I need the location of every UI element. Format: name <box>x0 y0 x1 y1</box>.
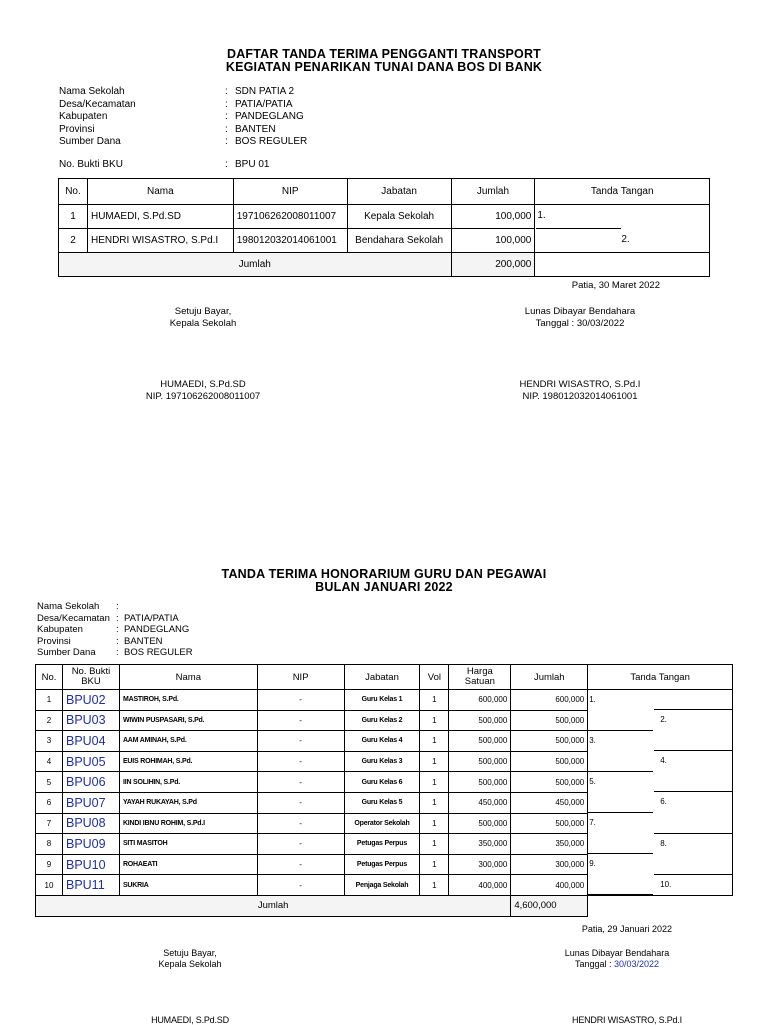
cell-nama: KINDI IBNU ROHIM, S.Pd.I <box>119 813 257 834</box>
table-row <box>36 792 733 813</box>
cell-nama: ROHAEATI <box>119 854 257 875</box>
cell-nama: AAM AMINAH, S.Pd. <box>119 731 257 752</box>
cell-jumlah: 500,000 <box>511 731 588 752</box>
cell-jumlah: 600,000 <box>511 690 588 711</box>
total-value: 200,000 <box>451 253 535 277</box>
cell-bukti-bku: BPU06 <box>62 772 119 793</box>
cell-nip: 198012032014061001 <box>233 229 347 253</box>
col-header-harga-satuan <box>449 665 511 690</box>
cell-no: 9 <box>36 854 63 875</box>
paid-label: Lunas Dibayar Bendahara <box>564 948 670 958</box>
signature-cell <box>588 772 733 793</box>
cell-harga: 500,000 <box>449 731 511 752</box>
cell-nip: - <box>257 731 344 752</box>
cell-no: 10 <box>36 875 63 896</box>
info-value: BOS REGULER <box>235 136 308 147</box>
signature-number: 7. <box>589 818 596 828</box>
doc2-info-block <box>37 601 193 659</box>
cell-no: 1 <box>36 690 63 711</box>
info-sep: : <box>116 647 119 658</box>
cell-no: 7 <box>36 813 63 834</box>
info-value: PANDEGLANG <box>235 111 304 122</box>
cell-jabatan: Guru Kelas 2 <box>344 710 420 731</box>
approve-label: Setuju Bayar, <box>174 306 232 317</box>
signature-number: 5. <box>589 776 596 786</box>
cell-harga: 500,000 <box>449 772 511 793</box>
total-label: Jumlah <box>36 895 511 916</box>
table-row <box>36 772 733 793</box>
cell-nip: 197106262008011007 <box>233 205 347 229</box>
info-label: Desa/Kecamatan <box>37 612 110 624</box>
paid-date-value: 30/03/2022 <box>613 959 660 969</box>
cell-no: 5 <box>36 772 63 793</box>
cell-bukti-bku: BPU07 <box>62 792 119 813</box>
cell-no: 3 <box>36 731 63 752</box>
doc1-title <box>0 48 768 74</box>
cell-jabatan: Petugas Perpus <box>344 834 420 855</box>
cell-nip: - <box>257 792 344 813</box>
total-row <box>36 895 733 916</box>
cell-bukti-bku: BPU09 <box>62 834 119 855</box>
cell-nama: MASTIROH, S.Pd. <box>119 690 257 711</box>
signature-number: 1. <box>537 210 546 221</box>
info-sep: : <box>116 635 119 647</box>
cell-harga: 450,000 <box>449 792 511 813</box>
col-header-nip: NIP <box>233 179 347 205</box>
approve-role: Kepala Sekolah <box>169 318 237 329</box>
info-sep: : <box>225 123 228 135</box>
signature-line <box>588 894 653 895</box>
cell-no: 2 <box>59 229 88 253</box>
col-header-jumlah: Jumlah <box>511 665 588 690</box>
col-header-tanda-tangan: Tanda Tangan <box>535 179 710 205</box>
info-value: SDN PATIA 2 <box>235 86 295 97</box>
cell-no: 1 <box>59 205 88 229</box>
table-row <box>36 875 733 896</box>
cell-no: 8 <box>36 834 63 855</box>
cell-vol: 1 <box>420 854 449 875</box>
doc1-treasurer-signatory <box>480 379 680 403</box>
cell-nama: SUKRIA <box>119 875 257 896</box>
cell-jumlah: 500,000 <box>511 710 588 731</box>
cell-bukti-bku: BPU10 <box>62 854 119 875</box>
cell-nip: - <box>257 834 344 855</box>
cell-harga: 400,000 <box>449 875 511 896</box>
cell-jumlah: 500,000 <box>511 813 588 834</box>
cell-vol: 1 <box>420 751 449 772</box>
cell-nip: - <box>257 710 344 731</box>
header-line: Harga <box>466 666 493 677</box>
cell-jabatan: Operator Sekolah <box>344 813 420 834</box>
paid-date-line <box>517 959 717 970</box>
cell-vol: 1 <box>420 690 449 711</box>
cell-jumlah: 500,000 <box>511 772 588 793</box>
signature-cell <box>588 854 733 875</box>
header-line: BKU <box>81 676 101 687</box>
info-sep: : <box>116 612 119 624</box>
signature-number: 10. <box>660 879 672 889</box>
info-label: Provinsi <box>37 635 71 647</box>
cell-nip: - <box>257 854 344 875</box>
doc2-title-line1: TANDA TERIMA HONORARIUM GURU DAN PEGAWAI <box>221 567 547 581</box>
col-header-no: No. <box>59 179 88 205</box>
signature-number: 9. <box>589 859 596 869</box>
cell-nama: IIN SOLIHIN, S.Pd. <box>119 772 257 793</box>
cell-jumlah: 500,000 <box>511 751 588 772</box>
cell-bukti-bku: BPU02 <box>62 690 119 711</box>
cell-harga: 500,000 <box>449 710 511 731</box>
col-header-nip: NIP <box>257 665 344 690</box>
info-label: Desa/Kecamatan <box>59 98 136 110</box>
cell-jabatan: Guru Kelas 5 <box>344 792 420 813</box>
doc2-treasurer-name: HENDRI WISASTRO, S.Pd.I <box>572 1015 682 1025</box>
cell-bukti-bku: BPU05 <box>62 751 119 772</box>
cell-jumlah: 350,000 <box>511 834 588 855</box>
info-value: BANTEN <box>124 635 163 647</box>
paid-date: Tanggal : 30/03/2022 <box>535 318 625 329</box>
signature-cell <box>588 751 733 772</box>
info-label: Provinsi <box>59 123 95 135</box>
signature-number: 6. <box>660 797 667 807</box>
info-sep: : <box>225 86 228 97</box>
info-value: PATIA/PATIA <box>124 612 179 624</box>
col-header-jabatan: Jabatan <box>347 179 451 205</box>
signature-cell <box>588 731 733 752</box>
signature-cell <box>588 710 733 731</box>
table-row <box>59 229 710 253</box>
bukti-label: No. Bukti BKU <box>59 159 123 170</box>
header-line: Satuan <box>464 676 495 687</box>
signatory-name: HENDRI WISASTRO, S.Pd.I <box>519 379 641 390</box>
cell-nama: HENDRI WISASTRO, S.Pd.I <box>87 229 233 253</box>
table-row <box>36 813 733 834</box>
table-header-row <box>59 179 710 205</box>
table-row <box>36 731 733 752</box>
cell-no: 6 <box>36 792 63 813</box>
total-empty-cell <box>588 895 733 916</box>
col-header-nama: Nama <box>87 179 233 205</box>
cell-jabatan: Petugas Perpus <box>344 854 420 875</box>
cell-no: 2 <box>36 710 63 731</box>
cell-nama: YAYAH RUKAYAH, S.Pd <box>119 792 257 813</box>
col-header-jumlah: Jumlah <box>451 179 535 205</box>
signatory-nip: NIP. 197106262008011007 <box>145 391 261 402</box>
cell-harga: 350,000 <box>449 834 511 855</box>
info-value: PANDEGLANG <box>124 624 190 635</box>
table-row <box>36 834 733 855</box>
doc2-table <box>35 664 733 917</box>
table-row <box>36 710 733 731</box>
cell-no: 4 <box>36 751 63 772</box>
signature-cell <box>588 690 733 711</box>
signature-number: 8. <box>660 838 667 848</box>
signatory-nip: NIP. 198012032014061001 <box>522 391 638 402</box>
signature-cell <box>588 792 733 813</box>
info-sep: : <box>225 98 228 110</box>
cell-jabatan: Penjaga Sekolah <box>344 875 420 896</box>
table-row <box>36 690 733 711</box>
doc1-title-line2: KEGIATAN PENARIKAN TUNAI DANA BOS DI BANK <box>225 60 543 74</box>
info-sep: : <box>225 136 228 147</box>
cell-nama: HUMAEDI, S.Pd.SD <box>87 205 233 229</box>
approve-label: Setuju Bayar, <box>163 948 217 958</box>
bukti-value: BPU 01 <box>235 159 270 170</box>
col-header-jabatan: Jabatan <box>344 665 420 690</box>
info-sep: : <box>116 624 119 635</box>
col-header-bukti-bku <box>62 665 119 690</box>
doc1-headmaster-signatory <box>103 379 303 403</box>
info-value: PATIA/PATIA <box>235 98 293 110</box>
doc2-place-date: Patia, 29 Januari 2022 <box>581 924 672 934</box>
signature-number: 1. <box>589 695 596 704</box>
table-row <box>59 205 710 229</box>
cell-nip: - <box>257 772 344 793</box>
signature-number: 3. <box>589 735 596 745</box>
cell-vol: 1 <box>420 772 449 793</box>
table-header-row <box>36 665 733 690</box>
doc1-place-date: Patia, 30 Maret 2022 <box>571 280 660 291</box>
info-value: BOS REGULER <box>124 647 193 658</box>
cell-nip: - <box>257 751 344 772</box>
paid-date-label: Tanggal : <box>574 959 614 969</box>
cell-jumlah: 100,000 <box>451 229 535 253</box>
cell-jabatan: Kepala Sekolah <box>347 205 451 229</box>
info-label: Sumber Dana <box>59 136 121 147</box>
info-label: Nama Sekolah <box>59 86 125 97</box>
info-label: Kabupaten <box>37 624 83 635</box>
info-label: Sumber Dana <box>37 647 96 658</box>
cell-nip: - <box>257 690 344 711</box>
doc2-approve-block <box>90 948 290 970</box>
cell-jumlah: 400,000 <box>511 875 588 896</box>
signature-number: 2. <box>621 233 630 245</box>
table-row <box>36 854 733 875</box>
col-header-tanda-tangan: Tanda Tangan <box>588 665 733 690</box>
doc1-table <box>58 178 710 277</box>
doc1-info-block <box>59 86 307 149</box>
cell-bukti-bku: BPU08 <box>62 813 119 834</box>
cell-jabatan: Bendahara Sekolah <box>347 229 451 253</box>
info-label: Kabupaten <box>59 111 108 122</box>
header-line: No. Bukti <box>71 666 111 677</box>
doc1-approve-block <box>103 306 303 330</box>
cell-vol: 1 <box>420 731 449 752</box>
doc2-headmaster-name: HUMAEDI, S.Pd.SD <box>151 1015 229 1025</box>
doc2-title <box>0 568 768 594</box>
info-sep: : <box>225 111 228 122</box>
table-row <box>36 751 733 772</box>
cell-vol: 1 <box>420 792 449 813</box>
signatory-name: HUMAEDI, S.Pd.SD <box>160 379 246 390</box>
signature-number: 4. <box>660 756 667 766</box>
cell-nip: - <box>257 813 344 834</box>
cell-harga: 500,000 <box>449 813 511 834</box>
signature-number: 2. <box>660 715 667 725</box>
cell-jumlah: 450,000 <box>511 792 588 813</box>
cell-jabatan: Guru Kelas 4 <box>344 731 420 752</box>
total-row <box>59 253 710 277</box>
cell-jabatan: Guru Kelas 3 <box>344 751 420 772</box>
signature-cell <box>535 205 710 229</box>
signature-cell <box>535 229 710 253</box>
signature-cell <box>588 875 733 896</box>
info-label: Nama Sekolah <box>37 601 100 612</box>
cell-jabatan: Guru Kelas 1 <box>344 690 420 711</box>
cell-nip: - <box>257 875 344 896</box>
approve-role: Kepala Sekolah <box>158 959 222 969</box>
doc1-paid-block <box>480 306 680 330</box>
cell-bukti-bku: BPU03 <box>62 710 119 731</box>
cell-nama: EUIS ROHIMAH, S.Pd. <box>119 751 257 772</box>
cell-jumlah: 100,000 <box>451 205 535 229</box>
cell-harga: 300,000 <box>449 854 511 875</box>
cell-harga: 600,000 <box>449 690 511 711</box>
cell-bukti-bku: BPU04 <box>62 731 119 752</box>
cell-bukti-bku: BPU11 <box>62 875 119 896</box>
cell-nama: SITI MASITOH <box>119 834 257 855</box>
info-sep: : <box>116 601 119 612</box>
total-empty-cell <box>535 253 710 277</box>
cell-harga: 500,000 <box>449 751 511 772</box>
doc1-bukti-bku <box>59 159 269 172</box>
cell-jumlah: 300,000 <box>511 854 588 875</box>
cell-vol: 1 <box>420 834 449 855</box>
cell-jabatan: Guru Kelas 6 <box>344 772 420 793</box>
doc2-paid-block <box>517 948 717 970</box>
paid-label: Lunas Dibayar Bendahara <box>524 306 636 317</box>
info-value: BANTEN <box>235 123 276 135</box>
col-header-nama: Nama <box>119 665 257 690</box>
doc1-title-line1: DAFTAR TANDA TERIMA PENGGANTI TRANSPORT <box>226 47 542 61</box>
total-label: Jumlah <box>59 253 452 277</box>
signature-cell <box>588 813 733 834</box>
total-value: 4,600,000 <box>511 895 588 916</box>
cell-nama: WIWIN PUSPASARI, S.Pd. <box>119 710 257 731</box>
col-header-vol: Vol <box>420 665 449 690</box>
cell-vol: 1 <box>420 875 449 896</box>
cell-vol: 1 <box>420 813 449 834</box>
cell-vol: 1 <box>420 710 449 731</box>
doc2-title-line2: BULAN JANUARI 2022 <box>315 580 453 594</box>
signature-cell <box>588 834 733 855</box>
bukti-sep: : <box>225 159 228 170</box>
col-header-no: No. <box>36 665 63 690</box>
